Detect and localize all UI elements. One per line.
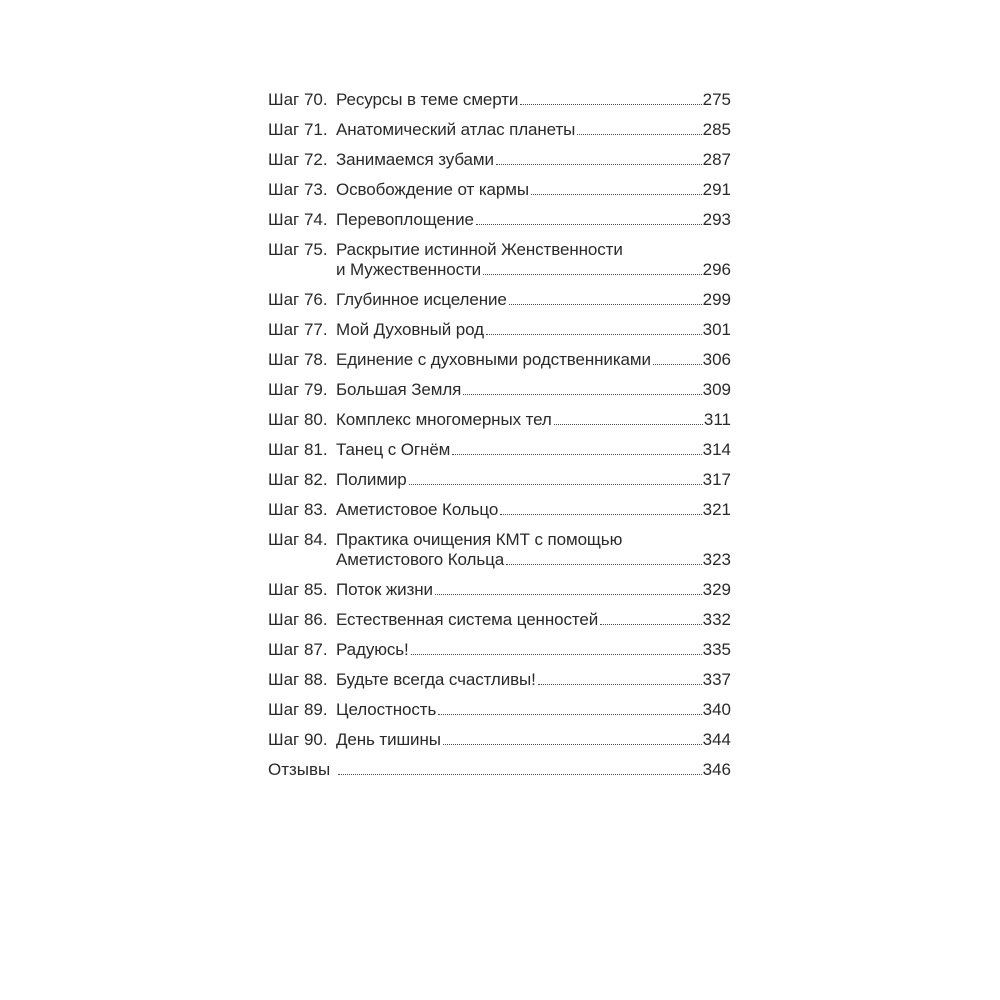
toc-entry-page-number: 335 xyxy=(702,640,731,659)
toc-entry[interactable] xyxy=(268,350,731,370)
toc-entry-body xyxy=(336,530,731,570)
dot-leader xyxy=(443,744,702,745)
toc-entry-page-number: 332 xyxy=(702,610,731,629)
toc-entry-page-number: 337 xyxy=(702,670,731,689)
toc-entry[interactable] xyxy=(268,670,731,690)
toc-entry[interactable] xyxy=(268,290,731,310)
toc-entry-label: Отзывы xyxy=(268,760,331,779)
dot-leader xyxy=(520,104,701,105)
table-of-contents xyxy=(268,90,731,790)
toc-entry-label: Шаг 84. xyxy=(268,530,328,549)
toc-entry-title: Поток жизни xyxy=(336,580,433,599)
toc-entry-page-number: 329 xyxy=(702,580,731,599)
toc-entry-title: Перевоплощение xyxy=(336,210,474,229)
toc-entry-body xyxy=(336,700,731,720)
toc-entry-last-line xyxy=(336,470,731,490)
toc-entry-title: Мой Духовный род xyxy=(336,320,484,339)
toc-entry-body xyxy=(336,500,731,520)
toc-entry-page-number: 314 xyxy=(702,440,731,459)
toc-entry-body xyxy=(336,90,731,110)
toc-entry-body xyxy=(336,640,731,660)
toc-entry-body xyxy=(336,150,731,170)
toc-entry-title: Танец с Огнём xyxy=(336,440,451,459)
dot-leader xyxy=(483,274,702,275)
toc-entry-page-number: 301 xyxy=(702,320,731,339)
dot-leader xyxy=(653,364,702,365)
toc-entry-last-line xyxy=(336,120,731,140)
toc-entry[interactable] xyxy=(268,640,731,660)
toc-entry[interactable] xyxy=(268,90,731,110)
toc-entry-title: Естественная система ценностей xyxy=(336,610,599,629)
toc-entry-title-line: Практика очищения КМТ с помощью xyxy=(336,530,623,549)
toc-entry[interactable] xyxy=(268,700,731,720)
toc-entry-body xyxy=(336,380,731,400)
dot-leader xyxy=(476,224,702,225)
toc-entry-label: Шаг 86. xyxy=(268,610,328,629)
toc-entry-page-number: 321 xyxy=(702,500,731,519)
toc-entry-title: Комплекс многомерных тел xyxy=(336,410,552,429)
toc-entry-body xyxy=(336,410,731,430)
toc-entry[interactable] xyxy=(268,530,731,570)
toc-entry-body xyxy=(336,730,731,750)
toc-entry-body xyxy=(336,180,731,200)
toc-entry-label: Шаг 74. xyxy=(268,210,328,229)
toc-entry-page-number: 311 xyxy=(703,410,731,429)
toc-entry-last-line xyxy=(336,180,731,200)
dot-leader xyxy=(463,394,701,395)
toc-entry-last-line xyxy=(336,350,731,370)
toc-entry-last-line xyxy=(336,290,731,310)
toc-entry-title: Анатомический атлас планеты xyxy=(336,120,576,139)
toc-entry-label: Шаг 75. xyxy=(268,240,328,259)
toc-entry[interactable] xyxy=(268,580,731,600)
toc-entry-page-number: 296 xyxy=(702,260,731,279)
toc-entry-last-line xyxy=(336,210,731,230)
toc-entry-label: Шаг 88. xyxy=(268,670,328,689)
toc-entry-title: Полимир xyxy=(336,470,407,489)
toc-entry-label: Шаг 70. xyxy=(268,90,328,109)
toc-entry[interactable] xyxy=(268,120,731,140)
dot-leader xyxy=(452,454,701,455)
toc-entry-label: Шаг 71. xyxy=(268,120,328,139)
dot-leader xyxy=(577,134,701,135)
toc-entry-last-line xyxy=(336,610,731,630)
toc-entry-body xyxy=(336,240,731,280)
toc-entry-label: Шаг 81. xyxy=(268,440,328,459)
toc-entry[interactable] xyxy=(268,730,731,750)
toc-entry-label: Шаг 85. xyxy=(268,580,328,599)
toc-entry-label: Шаг 89. xyxy=(268,700,328,719)
toc-entry-last-line xyxy=(336,500,731,520)
dot-leader xyxy=(600,624,701,625)
toc-entry-body xyxy=(336,440,731,460)
dot-leader xyxy=(554,424,703,425)
dot-leader xyxy=(411,654,702,655)
toc-entry-last-line xyxy=(336,440,731,460)
toc-entry-last-line xyxy=(336,730,731,750)
toc-entry-last-line xyxy=(336,410,731,430)
toc-entry-body xyxy=(336,210,731,230)
toc-entry[interactable] xyxy=(268,150,731,170)
toc-entry-page-number: 309 xyxy=(702,380,731,399)
toc-entry-page-number: 323 xyxy=(702,550,731,569)
toc-entry[interactable] xyxy=(268,760,731,780)
dot-leader xyxy=(496,164,702,165)
toc-entry-title: Радуюсь! xyxy=(336,640,409,659)
dot-leader xyxy=(531,194,702,195)
toc-entry-page-number: 317 xyxy=(702,470,731,489)
toc-entry[interactable] xyxy=(268,610,731,630)
toc-entry-label: Шаг 78. xyxy=(268,350,328,369)
toc-entry-page-number: 340 xyxy=(702,700,731,719)
toc-entry-last-line xyxy=(336,580,731,600)
toc-entry-title: Будьте всегда счастливы! xyxy=(336,670,536,689)
dot-leader xyxy=(409,484,702,485)
toc-entry-page-number: 299 xyxy=(702,290,731,309)
toc-entry-title: Единение с духовными родственниками xyxy=(336,350,651,369)
toc-entry-label: Шаг 72. xyxy=(268,150,328,169)
dot-leader xyxy=(538,684,702,685)
toc-entry-last-line xyxy=(336,550,731,570)
dot-leader xyxy=(435,594,702,595)
toc-entry-title: Освобождение от кармы xyxy=(336,180,529,199)
toc-entry-page-number: 275 xyxy=(702,90,731,109)
toc-entry-last-line xyxy=(336,380,731,400)
toc-entry-last-line xyxy=(336,700,731,720)
toc-entry-label: Шаг 79. xyxy=(268,380,328,399)
dot-leader xyxy=(500,514,701,515)
toc-entry[interactable] xyxy=(268,240,731,280)
toc-entry[interactable] xyxy=(268,470,731,490)
toc-entry-title: Большая Земля xyxy=(336,380,462,399)
toc-entry-last-line xyxy=(336,670,731,690)
toc-entry-body xyxy=(336,580,731,600)
toc-entry-body xyxy=(336,760,731,780)
toc-entry-last-line xyxy=(336,640,731,660)
toc-entry-page-number: 306 xyxy=(702,350,731,369)
toc-entry-body xyxy=(336,670,731,690)
toc-entry-page-number: 287 xyxy=(702,150,731,169)
toc-entry-title: Глубинное исцеление xyxy=(336,290,507,309)
toc-entry-body xyxy=(336,470,731,490)
toc-entry[interactable] xyxy=(268,410,731,430)
toc-entry-title: Аметистовое Кольцо xyxy=(336,500,499,519)
toc-entry-title: Занимаемся зубами xyxy=(336,150,494,169)
toc-entry[interactable] xyxy=(268,320,731,340)
toc-entry-page-number: 291 xyxy=(702,180,731,199)
toc-entry-label: Шаг 73. xyxy=(268,180,328,199)
dot-leader xyxy=(338,774,702,775)
dot-leader xyxy=(438,714,701,715)
toc-entry-body xyxy=(336,120,731,140)
toc-entry-title: Аметистового Кольца xyxy=(336,550,505,569)
toc-entry-body xyxy=(336,610,731,630)
toc-entry-title: и Мужественности xyxy=(336,260,482,279)
toc-entry-page-number: 293 xyxy=(702,210,731,229)
dot-leader xyxy=(506,564,702,565)
toc-entry-body xyxy=(336,290,731,310)
toc-entry-last-line xyxy=(336,760,731,780)
toc-entry-title: Целостность xyxy=(336,700,437,719)
toc-entry-label: Шаг 87. xyxy=(268,640,328,659)
toc-entry-page-number: 344 xyxy=(702,730,731,749)
dot-leader xyxy=(509,304,702,305)
toc-entry[interactable] xyxy=(268,440,731,460)
toc-entry[interactable] xyxy=(268,210,731,230)
toc-entry-last-line xyxy=(336,90,731,110)
toc-entry[interactable] xyxy=(268,500,731,520)
toc-entry-last-line xyxy=(336,320,731,340)
toc-entry-title-line: Раскрытие истинной Женственности xyxy=(336,240,623,259)
toc-entry-page-number: 285 xyxy=(702,120,731,139)
toc-entry-label: Шаг 83. xyxy=(268,500,328,519)
toc-entry-last-line xyxy=(336,150,731,170)
toc-entry[interactable] xyxy=(268,180,731,200)
toc-entry-label: Шаг 90. xyxy=(268,730,328,749)
toc-entry-body xyxy=(336,350,731,370)
toc-entry[interactable] xyxy=(268,380,731,400)
toc-entry-label: Шаг 82. xyxy=(268,470,328,489)
toc-entry-page-number: 346 xyxy=(702,760,731,779)
dot-leader xyxy=(486,334,702,335)
toc-entry-label: Шаг 80. xyxy=(268,410,328,429)
toc-entry-title: День тишины xyxy=(336,730,441,749)
toc-entry-title: Ресурсы в теме смерти xyxy=(336,90,519,109)
toc-entry-label: Шаг 76. xyxy=(268,290,328,309)
toc-entry-last-line xyxy=(336,260,731,280)
toc-entry-body xyxy=(336,320,731,340)
toc-entry-label: Шаг 77. xyxy=(268,320,328,339)
